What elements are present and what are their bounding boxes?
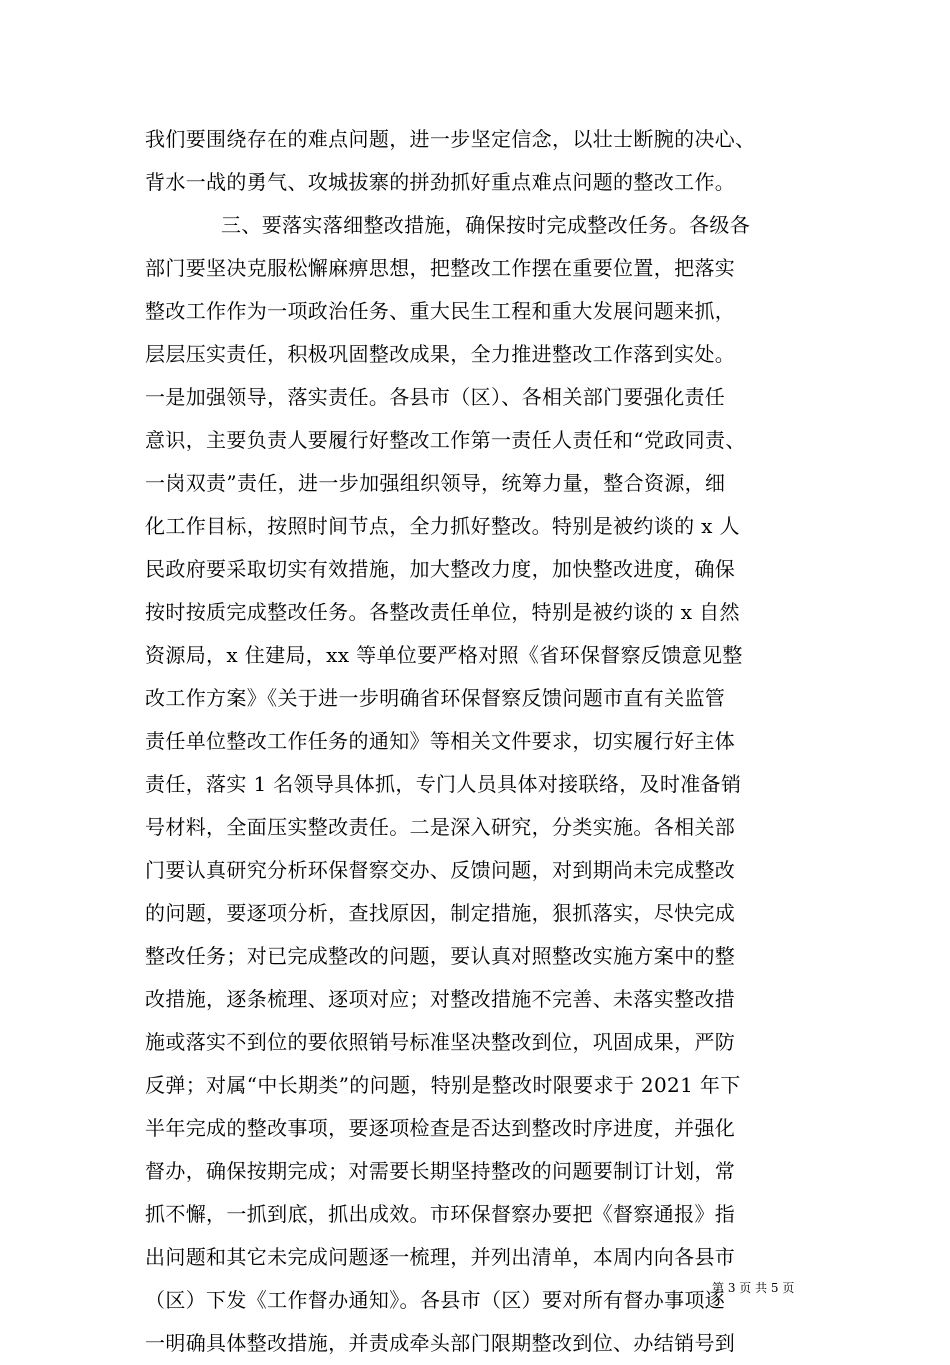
text-line: 反弹；对属“中长期类”的问题，特别是整改时限要求于 2021 年下 [145, 1073, 741, 1097]
text-line: 民政府要采取切实有效措施，加大整改力度，加快整改进度，确保 [145, 557, 736, 581]
section-heading-line: 三、要落实落细整改措施，确保按时完成整改任务。各级各 [221, 213, 751, 237]
text-line: 化工作目标，按照时间节点，全力抓好整改。特别是被约谈的 x 人 [145, 514, 740, 538]
text-line: 整改工作作为一项政治任务、重大民生工程和重大发展问题来抓， [145, 299, 736, 323]
text-line: 我们要围绕存在的难点问题，进一步坚定信念，以壮士断腕的决心、 [145, 127, 756, 151]
text-line: 部门要坚决克服松懈麻痹思想，把整改工作摆在重要位置，把落实 [145, 256, 736, 280]
text-line: 意识，主要负责人要履行好整改工作第一责任人责任和“党政同责、 [145, 428, 746, 452]
text-line: 的问题，要逐项分析，查找原因，制定措施，狠抓落实，尽快完成 [145, 901, 736, 925]
text-line: 号材料，全面压实整改责任。二是深入研究，分类实施。各相关部 [145, 815, 736, 839]
text-line: 责任单位整改工作任务的通知》等相关文件要求，切实履行好主体 [145, 729, 736, 753]
text-line: 施或落实不到位的要依照销号标准坚决整改到位，巩固成果，严防 [145, 1030, 736, 1054]
text-line: 门要认真研究分析环保督察交办、反馈问题，对到期尚未完成整改 [145, 858, 736, 882]
page-number: 第 3 页 共 5 页 [712, 1281, 795, 1295]
text-line: 抓不懈，一抓到底，抓出成效。市环保督察办要把《督察通报》指 [145, 1202, 736, 1226]
text-line: 按时按质完成整改任务。各整改责任单位，特别是被约谈的 x 自然 [145, 600, 740, 624]
text-line: 出问题和其它未完成问题逐一梳理，并列出清单，本周内向各县市 [145, 1245, 736, 1269]
text-line: 整改任务；对已完成整改的问题，要认真对照整改实施方案中的整 [145, 944, 736, 968]
text-line: （区）下发《工作督办通知》。各县市（区）要对所有督办事项逐 [145, 1288, 726, 1312]
text-line: 一明确具体整改措施，并责成牵头部门限期整改到位、办结销号到 [145, 1331, 736, 1355]
text-line: 资源局，x 住建局，xx 等单位要严格对照《省环保督察反馈意见整 [145, 643, 743, 667]
body-text [145, 118, 810, 1365]
text-line: 改措施，逐条梳理、逐项对应；对整改措施不完善、未落实整改措 [145, 987, 736, 1011]
text-line: 半年完成的整改事项，要逐项检查是否达到整改时序进度，并强化 [145, 1116, 736, 1140]
text-line: 一是加强领导，落实责任。各县市（区）、各相关部门要强化责任 [145, 385, 726, 409]
text-line: 改工作方案》《关于进一步明确省环保督察反馈问题市直有关监管 [145, 686, 726, 710]
text-line: 督办，确保按期完成；对需要长期坚持整改的问题要制订计划，常 [145, 1159, 736, 1183]
text-line: 一岗双责”责任，进一步加强组织领导，统筹力量，整合资源，细 [145, 471, 726, 495]
text-line: 责任，落实 1 名领导具体抓，专门人员具体对接联络，及时准备销 [145, 772, 742, 796]
text-line: 层层压实责任，积极巩固整改成果，全力推进整改工作落到实处。 [145, 342, 736, 366]
text-line: 背水一战的勇气、攻城拔寨的拼劲抓好重点难点问题的整改工作。 [145, 170, 736, 194]
